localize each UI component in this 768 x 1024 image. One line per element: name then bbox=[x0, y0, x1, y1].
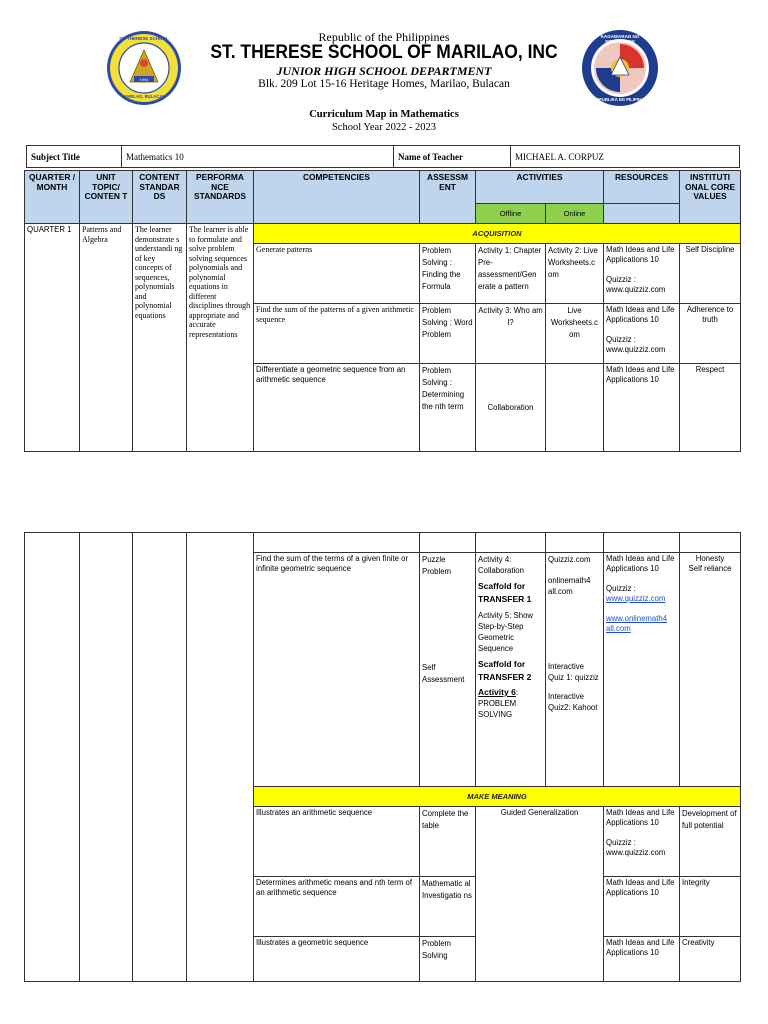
online-activity-cell: Activity 2: Live Worksheets.c om bbox=[546, 244, 604, 304]
resource-text: Math Ideas and Life Applications 10 bbox=[606, 305, 675, 324]
resource-cell-empty bbox=[604, 533, 680, 553]
quarter-cell: QUARTER 1 bbox=[25, 224, 80, 452]
core-value-text: Self reliance bbox=[688, 564, 732, 573]
online-text: Quizziz.com bbox=[548, 555, 591, 564]
teacher-label: Name of Teacher bbox=[394, 146, 511, 168]
core-value-cell: Creativity bbox=[680, 937, 741, 982]
core-value-cell bbox=[680, 553, 741, 787]
online-text: onlinemath4 all.com bbox=[548, 576, 591, 596]
col-core-values: INSTITUTI ONAL CORE VALUES bbox=[680, 171, 741, 224]
scaffold-label: Scaffold for TRANSFER 2 bbox=[478, 659, 532, 682]
performance-cell-empty bbox=[187, 533, 254, 982]
subject-table bbox=[26, 145, 740, 168]
resource-text: Math Ideas and Life Applications 10 bbox=[606, 554, 675, 573]
core-value-cell: Integrity bbox=[680, 877, 741, 937]
unit-cell: Patterns and Algebra bbox=[80, 224, 133, 452]
col-competencies: COMPETENCIES bbox=[254, 171, 420, 224]
resource-cell bbox=[604, 244, 680, 304]
col-unit: UNIT TOPIC/ CONTEN T bbox=[80, 171, 133, 224]
competency-cell: Illustrates an arithmetic sequence bbox=[254, 807, 420, 877]
header-address: Blk. 209 Lot 15-16 Heritage Homes, Marilao, Bulacan bbox=[258, 78, 510, 90]
offline-activity-cell: Activity 3: Who am I? bbox=[476, 304, 546, 364]
header-school-name: ST. THERESE SCHOOL OF MARILAO, INC bbox=[210, 42, 558, 63]
offline-activity-cell bbox=[476, 553, 546, 787]
assessment-cell: Problem Solving : Word Problem bbox=[420, 304, 476, 364]
activity-label: Activity 6 bbox=[478, 687, 516, 697]
core-value-text: Honesty bbox=[695, 554, 725, 563]
competency-cell: Generate patterns bbox=[254, 244, 420, 304]
curriculum-table-page2 bbox=[24, 532, 741, 982]
quarter-cell-empty bbox=[25, 533, 80, 982]
competency-cell: Illustrates a geometric sequence bbox=[254, 937, 420, 982]
online-activity-cell bbox=[546, 553, 604, 787]
resource-text: Math Ideas and Life Applications 10 bbox=[606, 245, 675, 264]
competency-cell-empty bbox=[254, 533, 420, 553]
offline-activity-cell: Activity 1: Chapter Pre-assessment/Gen erate a pattern bbox=[476, 244, 546, 304]
online-cell-empty bbox=[546, 533, 604, 553]
assessment-cell: Problem Solving : Finding the Formula bbox=[420, 244, 476, 304]
resource-link[interactable]: www.onlinemath4 all.com bbox=[606, 614, 668, 633]
deped-logo-bottom-text: REPUBLIKA NG PILIPINAS bbox=[593, 97, 647, 102]
value-cell-empty bbox=[680, 533, 741, 553]
assessment-cell-empty bbox=[420, 533, 476, 553]
header-republic: Republic of the Philippines bbox=[318, 30, 450, 44]
resource-label: Quizziz : bbox=[606, 584, 636, 593]
teacher-value: MICHAEL A. CORPUZ bbox=[511, 146, 740, 168]
assessment-cell bbox=[420, 553, 476, 787]
content-standard-cell: The learner demonstrate s understandi ng of key concepts of sequences, polynomials and polynomial equations bbox=[133, 224, 187, 452]
competency-cell: Find the sum of the terms of a given finite or infinite geometric sequence bbox=[254, 553, 420, 787]
col-resources-sub bbox=[604, 204, 680, 224]
subject-value: Mathematics 10 bbox=[122, 146, 394, 168]
resource-cell bbox=[604, 553, 680, 787]
resource-cell: Math Ideas and Life Applications 10 bbox=[604, 364, 680, 452]
core-value-cell: Self Discipline bbox=[680, 244, 741, 304]
online-text: Interactive Quiz 1: quizziz bbox=[548, 662, 599, 682]
online-text: Interactive Quiz2: Kahoot bbox=[548, 692, 598, 712]
resource-text: Math Ideas and Life Applications 10 bbox=[606, 808, 675, 827]
guided-generalization-cell: Guided Generalization bbox=[476, 807, 604, 982]
deped-logo-ring-text: KAGAWARAN NG EDUKASYON bbox=[600, 34, 640, 44]
competency-cell: Differentiate a geometric sequence from an arithmetic sequence bbox=[254, 364, 420, 452]
col-quarter: QUARTER / MONTH bbox=[25, 171, 80, 224]
activity-text: Activity 4: Collaboration bbox=[478, 555, 524, 575]
col-assessment: ASSESSM ENT bbox=[420, 171, 476, 224]
content-cell-empty bbox=[133, 533, 187, 982]
col-activities: ACTIVITIES bbox=[476, 171, 604, 204]
offline-activity-cell: Collaboration bbox=[476, 364, 546, 452]
assessment-cell: Complete the table bbox=[420, 807, 476, 877]
school-logo-ring-text: ST. THERESE SCHOOL bbox=[119, 36, 169, 41]
activity-text: : PROBLEM SOLVING bbox=[478, 688, 518, 719]
school-year: School Year 2022 - 2023 bbox=[331, 122, 437, 133]
resource-cell bbox=[604, 807, 680, 877]
curriculum-table-page1 bbox=[24, 170, 741, 452]
core-value-cell: Development of full potential bbox=[680, 807, 741, 877]
resource-cell bbox=[604, 304, 680, 364]
assessment-text: Self Assessment bbox=[422, 663, 465, 684]
competency-cell: Determines arithmetic means and nth term of an arithmetic sequence bbox=[254, 877, 420, 937]
performance-standard-cell: The learner is able to formulate and solve problem solving sequences polynomials and polynomial equations in different disciplines through appropriate and accurate representations bbox=[187, 224, 254, 452]
subject-label: Subject Title bbox=[27, 146, 122, 168]
resource-cell: Math Ideas and Life Applications 10 bbox=[604, 877, 680, 937]
scaffold-label: Scaffold for TRANSFER 1 bbox=[478, 581, 532, 604]
offline-cell-empty bbox=[476, 533, 546, 553]
section-make-meaning: MAKE MEANING bbox=[254, 787, 741, 807]
assessment-cell: Problem Solving : Determining the nth term bbox=[420, 364, 476, 452]
resource-link: Quizziz : www.quizziz.com bbox=[606, 275, 666, 294]
competency-cell: Find the sum of the patterns of a given arithmetic sequence bbox=[254, 304, 420, 364]
header-department: JUNIOR HIGH SCHOOL DEPARTMENT bbox=[276, 64, 492, 78]
resource-link: Quizziz : www.quizziz.com bbox=[606, 335, 666, 354]
assessment-cell: Mathematic al Investigatio ns bbox=[420, 877, 476, 937]
resource-link[interactable]: www.quizziz.com bbox=[606, 594, 666, 603]
col-content-standards: CONTENT STANDAR DS bbox=[133, 171, 187, 224]
resource-cell: Math Ideas and Life Applications 10 bbox=[604, 937, 680, 982]
col-online: Online bbox=[546, 204, 604, 224]
unit-cell-empty bbox=[80, 533, 133, 982]
school-logo-year: 1994 bbox=[139, 77, 149, 82]
activity-text: Activity 5: Show Step-by-Step Geometric Sequence bbox=[478, 611, 534, 653]
assessment-cell: Problem Solving bbox=[420, 937, 476, 982]
school-logo-bottom-text: MARILAO, BULACAN bbox=[122, 94, 166, 99]
core-value-cell: Adherence to truth bbox=[680, 304, 741, 364]
assessment-text: Puzzle Problem bbox=[422, 555, 452, 576]
col-performance-standards: PERFORMA NCE STANDARDS bbox=[187, 171, 254, 224]
resource-link: Quizziz : www.quizziz.com bbox=[606, 838, 666, 857]
document-title: Curriculum Map in Mathematics bbox=[309, 109, 459, 120]
core-value-cell: Respect bbox=[680, 364, 741, 452]
col-offline: Offline bbox=[476, 204, 546, 224]
online-activity-cell bbox=[546, 364, 604, 452]
section-acquisition: ACQUISITION bbox=[254, 224, 741, 244]
online-activity-cell: Live Worksheets.c om bbox=[546, 304, 604, 364]
col-resources: RESOURCES bbox=[604, 171, 680, 204]
